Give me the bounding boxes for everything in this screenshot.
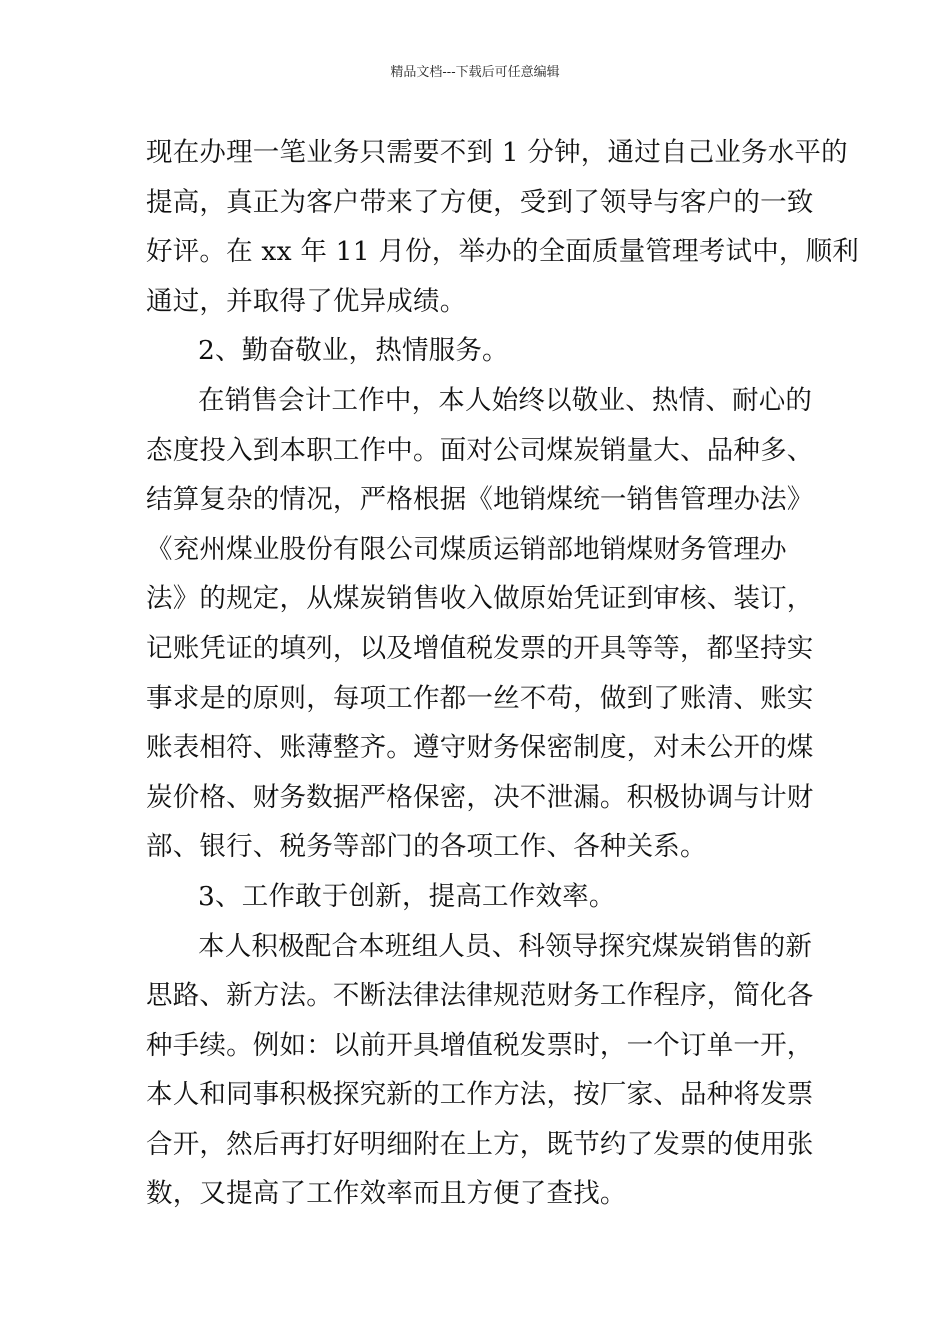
text-line: 数，又提高了工作效率而且方便了查找。 [146,1178,627,1210]
section-heading: 2、勤奋敬业，热情服务。 [198,335,509,367]
text-line: 结算复杂的情况，严格根据《地销煤统一销售管理办法》 [146,484,814,516]
text-line: 好评。在 xx 年 11 月份，举办的全面质量管理考试中，顺利 [146,236,860,268]
text-line: 事求是的原则，每项工作都一丝不苟，做到了账清、账实 [146,682,814,714]
text-line: 本人积极配合本班组人员、科领导探究煤炭销售的新 [198,930,813,962]
text-line: 炭价格、财务数据严格保密，决不泄漏。积极协调与计财 [146,781,814,813]
text-line: 记账凭证的填列，以及增值税发票的开具等等，都坚持实 [146,632,814,664]
text-line: 《兖州煤业股份有限公司煤质运销部地销煤财务管理办 [146,533,787,565]
text-line: 通过，并取得了优异成绩。 [146,285,467,317]
text-line: 提高，真正为客户带来了方便，受到了领导与客户的一致 [146,186,814,218]
text-line: 在销售会计工作中，本人始终以敬业、热情、耐心的 [198,384,813,416]
text-line: 账表相符、账薄整齐。遵守财务保密制度，对未公开的煤 [146,732,814,764]
text-line: 态度投入到本职工作中。面对公司煤炭销量大、品种多、 [146,434,814,466]
text-line: 法》的规定，从煤炭销售收入做原始凭证到审核、装订， [146,583,814,615]
section-heading: 3、工作敢于创新，提高工作效率。 [198,880,616,912]
text-line: 合开，然后再打好明细附在上方，既节约了发票的使用张 [146,1128,814,1160]
text-line: 部、银行、税务等部门的各项工作、各种关系。 [146,831,707,863]
text-line: 种手续。例如：以前开具增值税发票时，一个订单一开， [146,1029,814,1061]
text-line: 本人和同事积极探究新的工作方法，按厂家、品种将发票 [146,1079,814,1111]
document-body [146,128,860,1219]
text-line: 现在办理一笔业务只需要不到 1 分钟，通过自己业务水平的 [146,137,848,168]
text-line: 思路、新方法。不断法律法律规范财务工作程序，简化各 [146,980,814,1012]
page-header: 精品文档---下载后可任意编辑 [390,65,560,80]
